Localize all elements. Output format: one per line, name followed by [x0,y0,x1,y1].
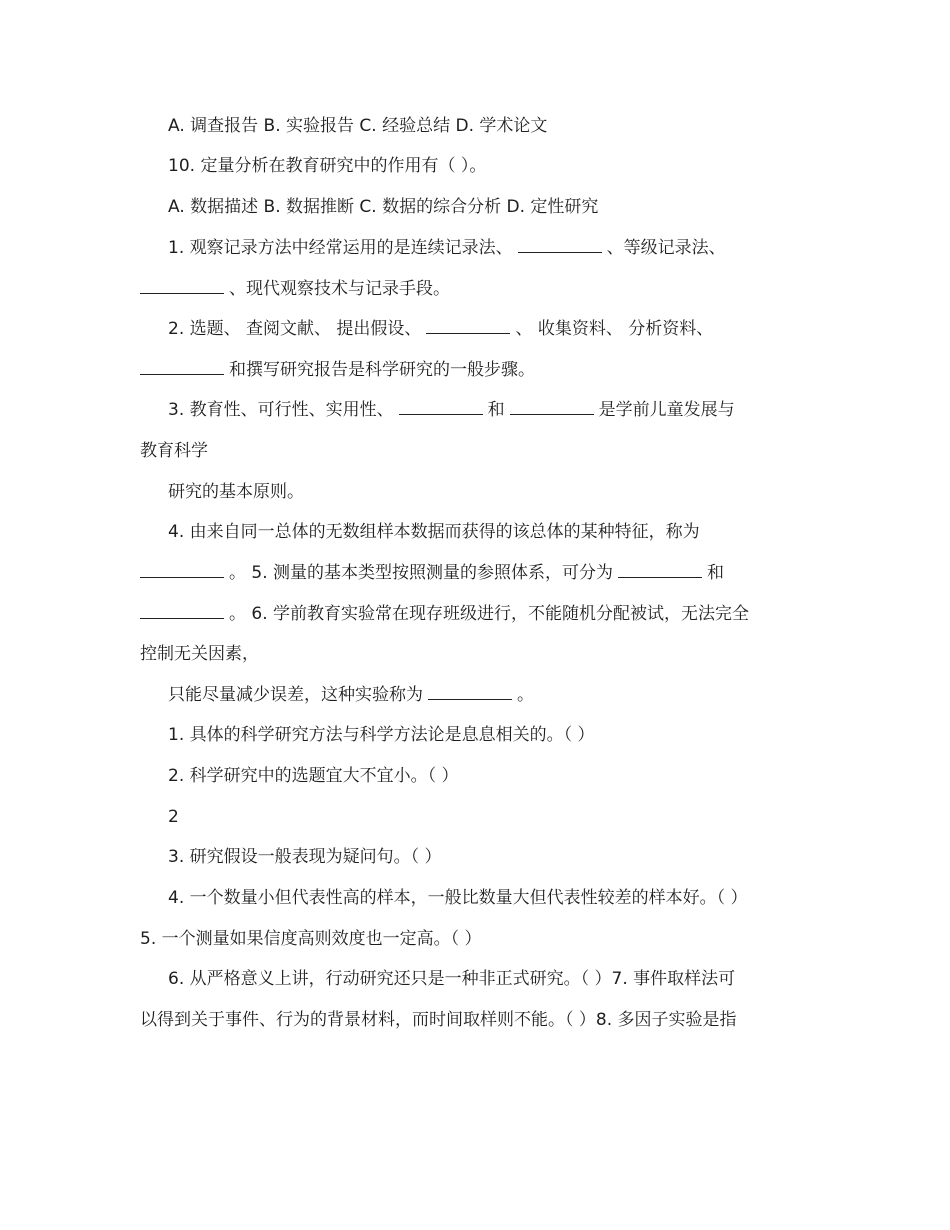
text: A. 数据描述 B. 数据推断 C. 数据的综合分析 D. 定性研究 [168,197,599,217]
judge-1 [168,724,595,746]
blank [518,237,602,253]
text: 和撰写研究报告是科学研究的一般步骤。 [229,360,535,380]
judge-6-7 [168,968,735,990]
text: 、等级记录法、 [606,238,726,258]
blank [428,684,512,700]
fill-blank-1-cont [140,278,450,300]
text: 3. 教育性、可行性、实用性、 [168,400,394,420]
fill-blank-1 [168,237,726,259]
judge-2 [168,765,459,787]
fill-blank-6-cont [140,643,259,665]
blank [140,278,224,294]
blank [426,318,510,334]
text: 1. 观察记录方法中经常运用的是连续记录法、 [168,238,513,258]
text: 4. 由来自同一总体的无数组样本数据而获得的该总体的某种特征，称为 [168,522,700,542]
judge-3 [168,846,442,868]
fill-blank-6-end [168,684,534,706]
text: 教育科学 [140,441,208,461]
fill-blank-2-cont [140,359,535,381]
fill-blank-2 [168,318,713,340]
text: 研究的基本原则。 [168,482,304,502]
blank [140,359,224,375]
text: 5. 一个测量如果信度高则效度也一定高。（ ） [140,929,482,949]
text: 2. 科学研究中的选题宜大不宜小。（ ） [168,766,459,786]
text: 和 [487,400,505,420]
text: 和 [707,563,725,583]
blank [140,603,224,619]
blank [510,399,594,415]
text: 3. 研究假设一般表现为疑问句。（ ） [168,847,442,867]
blank [140,562,224,578]
judge-4 [168,887,748,909]
blank [399,399,483,415]
text: 6. 从严格意义上讲，行动研究还只是一种非正式研究。（ ）7. 事件取样法可 [168,969,736,989]
fill-blank-3 [168,399,735,421]
text: 1. 具体的科学研究方法与科学方法论是息息相关的。（ ） [168,725,595,745]
text: 控制无关因素， [140,644,259,664]
text: 只能尽量减少误差，这种实验称为 [168,685,423,705]
text: 是学前儿童发展与 [598,400,735,420]
page-number [168,806,179,828]
question-10-options [168,196,598,218]
text: 以得到关于事件、行为的背景材料，而时间取样则不能。（ ）8. 多因子实验是指 [140,1010,737,1030]
text: 4. 一个数量小但代表性高的样本，一般比数量大但代表性较差的样本好。（ ） [168,888,748,908]
judge-7-8 [140,1009,737,1031]
fill-blank-5-6 [140,603,749,625]
fill-blank-4 [168,521,700,543]
judge-5 [140,928,482,950]
blank [618,562,702,578]
question-9-options [168,115,547,137]
text: 。 5. 测量的基本类型按照测量的参照体系，可分为 [229,563,614,583]
fill-blank-3-cont [140,440,208,462]
text: 、现代观察技术与记录手段。 [229,279,450,299]
text: 。 [517,685,534,705]
text: A. 调查报告 B. 实验报告 C. 经验总结 D. 学术论文 [168,116,548,136]
fill-blank-4-5 [140,562,724,584]
question-10 [168,155,486,177]
text: 、 收集资料、 分析资料、 [515,319,714,339]
text: 10. 定量分析在教育研究中的作用有（ ）。 [168,156,487,176]
text: 。 6. 学前教育实验常在现存班级进行，不能随机分配被试，无法完全 [229,604,750,624]
fill-blank-3-end [168,481,304,503]
text: 2 [168,807,179,827]
text: 2. 选题、 查阅文献、 提出假设、 [168,319,422,339]
